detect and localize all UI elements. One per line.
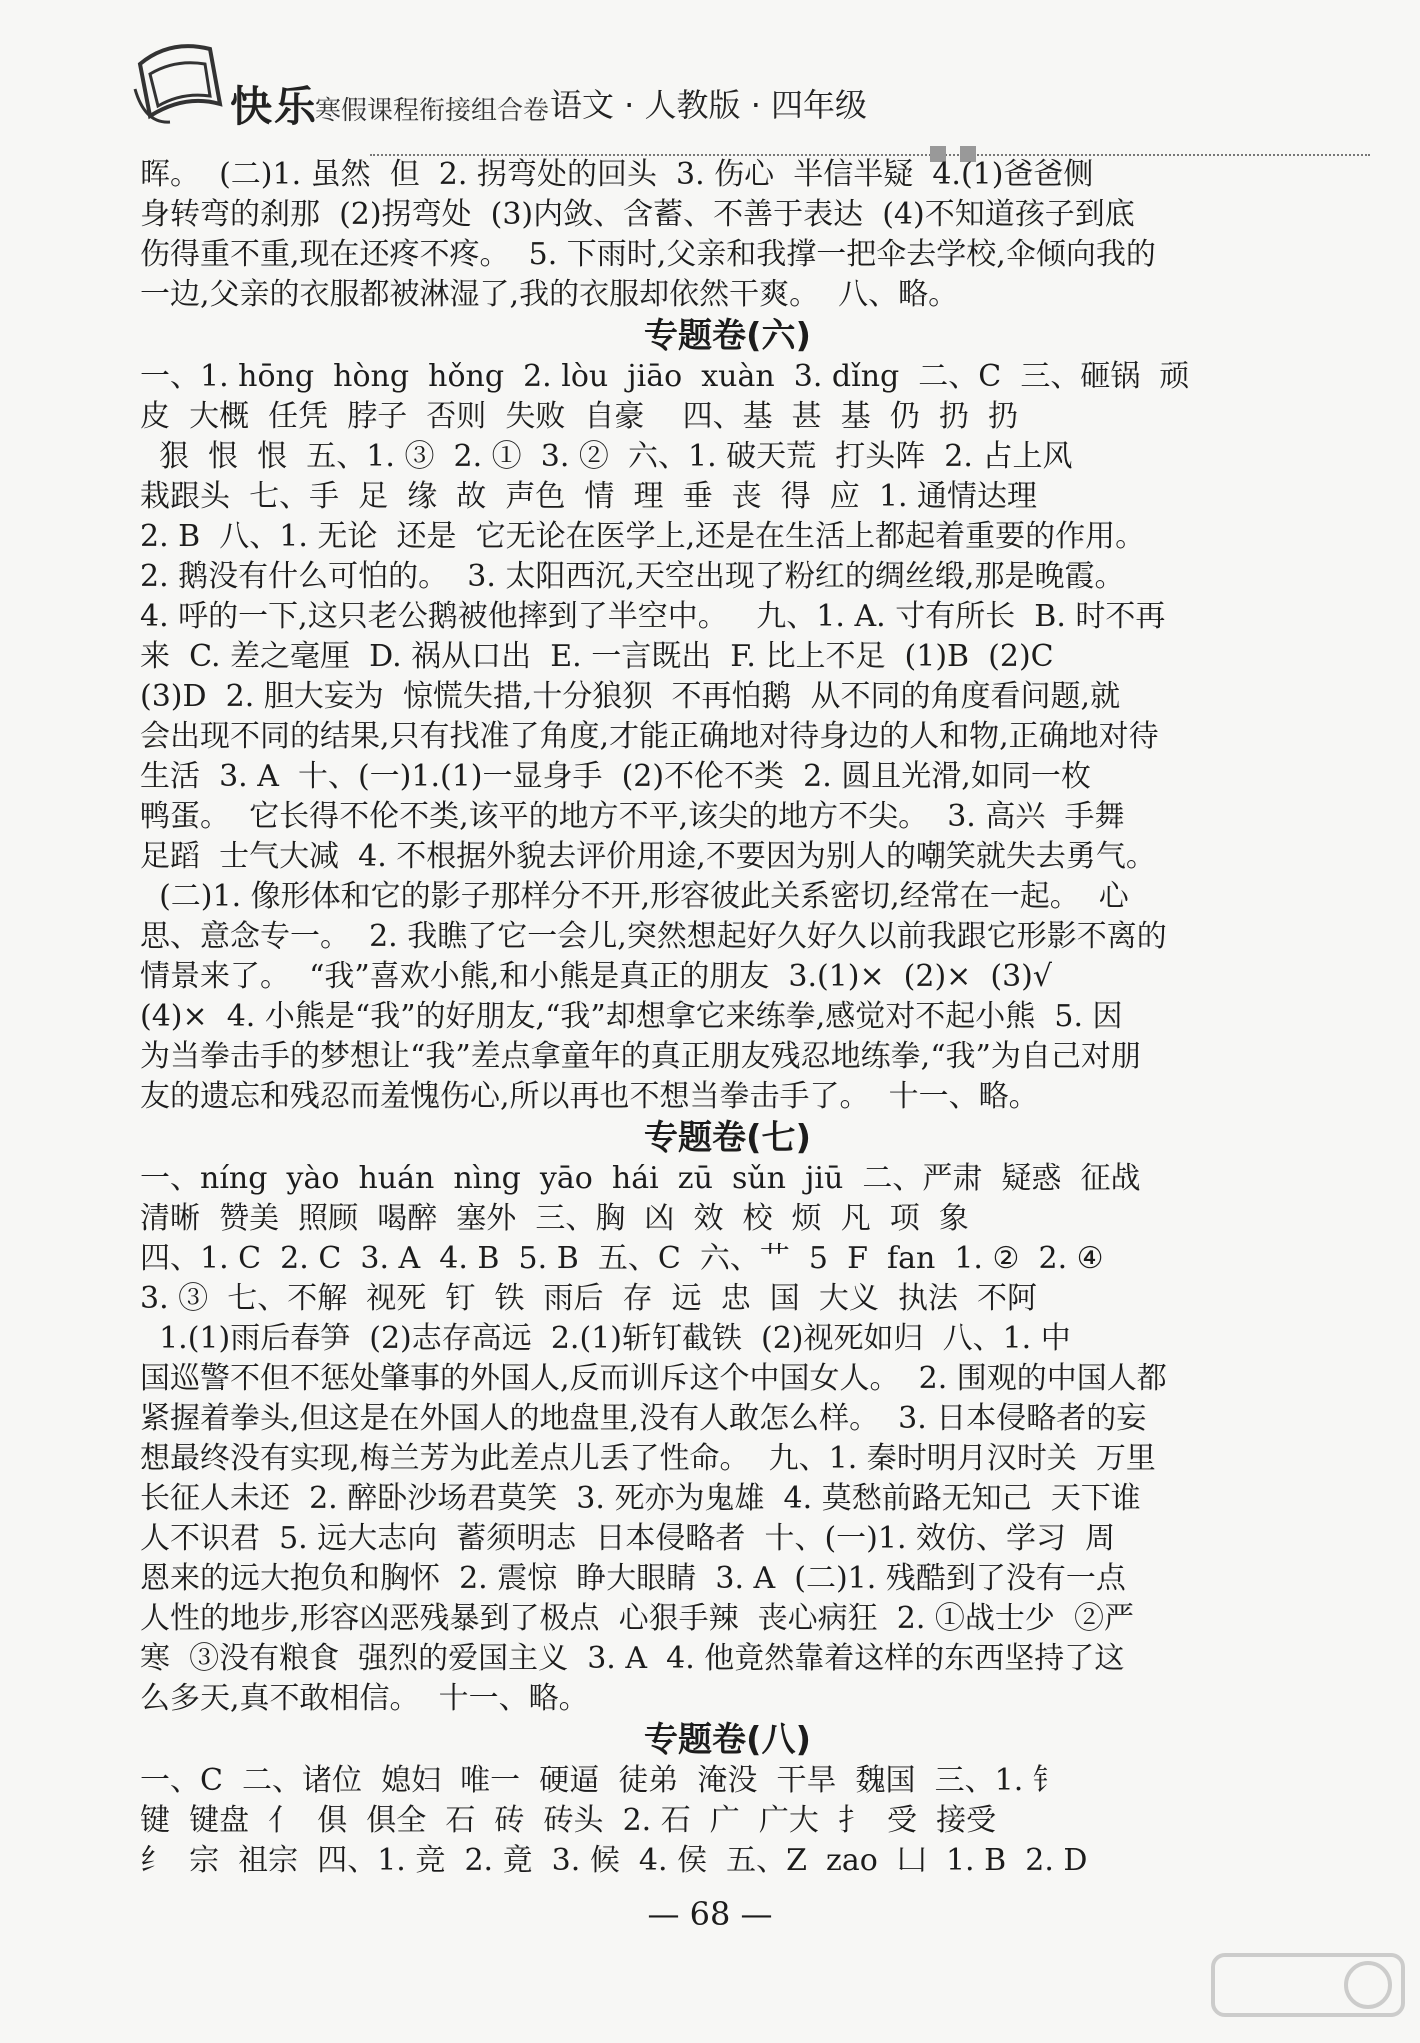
answer-line: 足蹈 士气大减 4. 不根据外貌去评价用途,不要因为别人的嘲笑就失去勇气。 bbox=[140, 839, 1156, 874]
answer-line: 1.(1)雨后春笋 (2)志存高远 2.(1)斩钉截铁 (2)视死如归 八、1. 中 bbox=[140, 1321, 1071, 1356]
subject-title: 语文 · 人教版 · 四年级 bbox=[550, 86, 868, 124]
answer-line: 鸭蛋。 它长得不伦不类,该平的地方不平,该尖的地方不尖。 3. 高兴 手舞 bbox=[140, 799, 1125, 834]
answer-line: 四、1. C 2. C 3. A 4. B 5. B 五、C 六、艹 5 F fan 1. ② 2. ④ bbox=[140, 1241, 1104, 1276]
answer-line: 思、意念专一。 2. 我瞧了它一会儿,突然想起好久好久以前我跟它形影不离的 bbox=[140, 919, 1167, 954]
answer-line: 狠 恨 恨 五、1. ③ 2. ① 3. ② 六、1. 破天荒 打头阵 2. 占上风 bbox=[140, 439, 1073, 474]
answer-line: 晖。 (二)1. 虽然 但 2. 拐弯处的回头 3. 伤心 半信半疑 4.(1)爸爸侧 bbox=[140, 157, 1094, 192]
answer-line: 为当拳击手的梦想让“我”差点拿童年的真正朋友残忍地练拳,“我”为自己对朋 bbox=[140, 1039, 1141, 1074]
answer-content bbox=[140, 155, 1315, 1881]
answer-line: 来 C. 差之毫厘 D. 祸从口出 E. 一言既出 F. 比上不足 (1)B (2)C bbox=[140, 639, 1054, 674]
page-header bbox=[130, 30, 1290, 140]
answer-line: 想最终没有实现,梅兰芳为此差点儿丢了性命。 九、1. 秦时明月汉时关 万里 bbox=[140, 1441, 1156, 1476]
answer-line: 一、1. hōng hòng hǒng 2. lòu jiāo xuàn 3. dǐng 二、C 三、砸锅 顽 bbox=[140, 359, 1190, 394]
answer-line: 会出现不同的结果,只有找准了角度,才能正确地对待身边的人和物,正确地对待 bbox=[140, 719, 1159, 754]
answer-line: 情景来了。 “我”喜欢小熊,和小熊是真正的朋友 3.(1)× (2)× (3)√ bbox=[140, 959, 1052, 994]
answer-line: 人不识君 5. 远大志向 蓄须明志 日本侵略者 十、(一)1. 效仿、学习 周 bbox=[140, 1521, 1116, 1556]
answer-line: 纟 宗 祖宗 四、1. 竞 2. 竟 3. 候 4. 侯 五、Z zao 凵 1. B 2. D bbox=[140, 1843, 1088, 1878]
page-number: — 68 — bbox=[647, 1895, 773, 1933]
answer-line: 生活 3. A 十、(一)1.(1)一显身手 (2)不伦不类 2. 圆且光滑,如同一枚 bbox=[140, 759, 1091, 794]
answer-line: 栽跟头 七、手 足 缘 故 声色 情 理 垂 丧 得 应 1. 通情达理 bbox=[140, 479, 1038, 514]
section-title: 专题卷(八) bbox=[643, 1720, 812, 1760]
answer-line: 国巡警不但不惩处肇事的外国人,反而训斥这个中国女人。 2. 围观的中国人都 bbox=[140, 1361, 1167, 1396]
answer-line: 紧握着拳头,但这是在外国人的地盘里,没有人敢怎么样。 3. 日本侵略者的妄 bbox=[140, 1401, 1147, 1436]
answer-line: 恩来的远大抱负和胸怀 2. 震惊 睁大眼睛 3. A (二)1. 残酷到了没有一点 bbox=[140, 1561, 1126, 1596]
series-title: 寒假课程衔接组合卷 bbox=[315, 96, 550, 126]
answer-line: 皮 大概 任凭 脖子 否则 失败 自豪 四、基 甚 基 仍 扔 扔 bbox=[140, 399, 1018, 434]
answer-line: 伤得重不重,现在还疼不疼。 5. 下雨时,父亲和我撑一把伞去学校,伞倾向我的 bbox=[140, 237, 1156, 272]
answer-line: (二)1. 像形体和它的影子那样分不开,形容彼此关系密切,经常在一起。 心 bbox=[140, 879, 1129, 914]
answer-line: 2. B 八、1. 无论 还是 它无论在医学上,还是在生活上都起着重要的作用。 bbox=[140, 519, 1146, 554]
answer-line: (3)D 2. 胆大妄为 惊慌失措,十分狼狈 不再怕鹅 从不同的角度看问题,就 bbox=[140, 679, 1121, 714]
book-logo-icon bbox=[130, 34, 230, 129]
answer-line: 4. 呼的一下,这只老公鹅被他摔到了半空中。 九、1. A. 寸有所长 B. 时不再 bbox=[140, 599, 1166, 634]
answer-line: 一、C 二、诸位 媳妇 唯一 硬逼 徒弟 淹没 干旱 魏国 三、1. 钅 bbox=[140, 1763, 1063, 1798]
answer-line: 一、níng yào huán nìng yāo hái zū sǔn jiū 二、严肃 疑惑 征战 bbox=[140, 1161, 1141, 1196]
answer-line: 3. ③ 七、不解 视死 钉 铁 雨后 存 远 忠 国 大义 执法 不阿 bbox=[140, 1281, 1038, 1316]
answer-line: 键 键盘 亻 俱 俱全 石 砖 砖头 2. 石 广 广大 扌 受 接受 bbox=[140, 1803, 997, 1838]
section-title: 专题卷(七) bbox=[643, 1118, 812, 1158]
answer-line: 么多天,真不敢相信。 十一、略。 bbox=[140, 1681, 589, 1716]
answer-line: 人性的地步,形容凶恶残暴到了极点 心狠手辣 丧心病狂 2. ①战士少 ②严 bbox=[140, 1601, 1134, 1636]
answer-line: (4)× 4. 小熊是“我”的好朋友,“我”却想拿它来练拳,感觉对不起小熊 5. 因 bbox=[140, 999, 1123, 1034]
answer-line: 一边,父亲的衣服都被淋湿了,我的衣服却依然干爽。 八、略。 bbox=[140, 277, 959, 312]
answer-line: 寒 ③没有粮食 强烈的爱国主义 3. A 4. 他竟然靠着这样的东西坚持了这 bbox=[140, 1641, 1125, 1676]
section-title: 专题卷(六) bbox=[643, 316, 812, 356]
answer-line: 友的遗忘和残忍而羞愧伤心,所以再也不想当拳击手了。 十一、略。 bbox=[140, 1079, 1039, 1114]
watermark-logo-icon bbox=[1208, 1945, 1408, 2035]
brand-title: 快乐 bbox=[230, 82, 319, 131]
answer-line: 2. 鹅没有什么可怕的。 3. 太阳西沉,天空出现了粉红的绸丝缎,那是晚霞。 bbox=[140, 559, 1125, 594]
answer-line: 清晰 赞美 照顾 喝醉 塞外 三、胸 凶 效 校 烦 凡 项 象 bbox=[140, 1201, 969, 1236]
answer-line: 身转弯的刹那 (2)拐弯处 (3)内敛、含蓄、不善于表达 (4)不知道孩子到底 bbox=[140, 197, 1135, 232]
answer-line: 长征人未还 2. 醉卧沙场君莫笑 3. 死亦为鬼雄 4. 莫愁前路无知己 天下谁 bbox=[140, 1481, 1141, 1516]
